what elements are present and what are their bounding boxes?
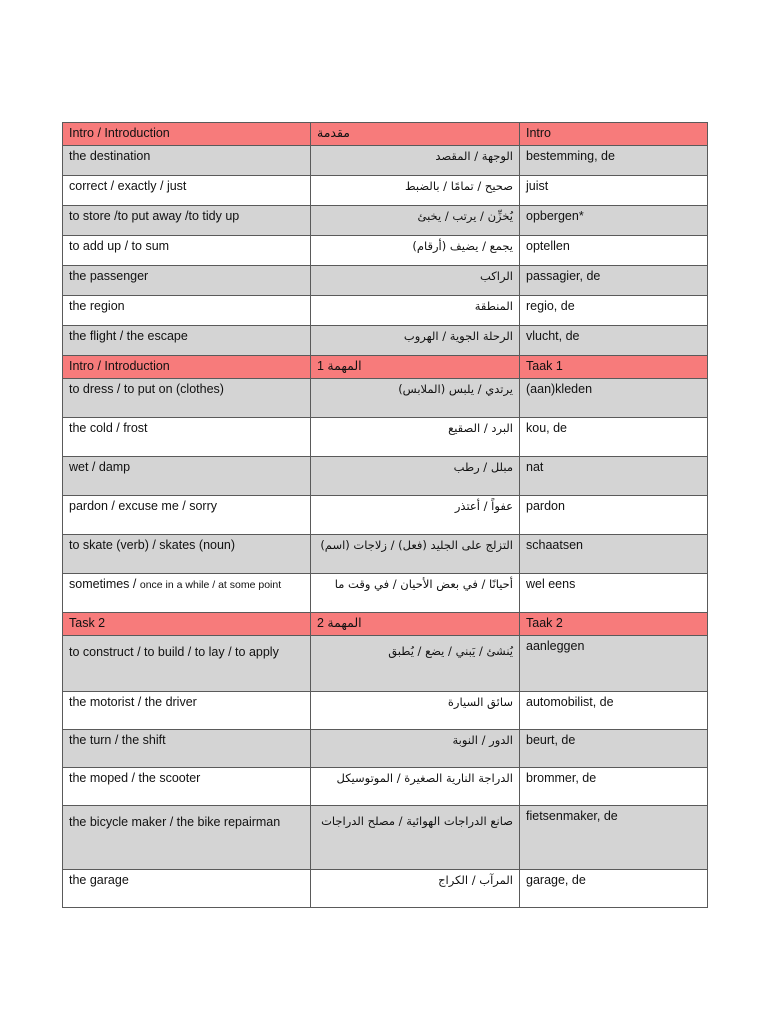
dutch-cell: regio, de [520, 296, 708, 326]
english-cell: correct / exactly / just [63, 176, 311, 206]
english-cell [63, 574, 311, 613]
table-row [63, 326, 708, 356]
arabic-cell: الراكب [311, 266, 520, 296]
english-cell: to skate (verb) / skates (noun) [63, 535, 311, 574]
english-cell: to store /to put away /to tidy up [63, 206, 311, 236]
english-cell: the destination [63, 146, 311, 176]
dutch-cell: aanleggen [520, 636, 708, 692]
table-row [63, 176, 708, 206]
dutch-cell: passagier, de [520, 266, 708, 296]
english-text-part: sometimes / [69, 577, 140, 591]
arabic-cell: الوجهة / المقصد [311, 146, 520, 176]
arabic-cell: الدراجة النارية الصغيرة / الموتوسيكل [311, 768, 520, 806]
vocabulary-table [62, 122, 708, 908]
vocabulary-table-body [63, 123, 708, 908]
table-row [63, 418, 708, 457]
header-arabic: مقدمة [311, 123, 520, 146]
header-dutch: Intro [520, 123, 708, 146]
dutch-cell: pardon [520, 496, 708, 535]
section-header-row [63, 123, 708, 146]
table-row [63, 692, 708, 730]
table-row [63, 574, 708, 613]
english-text-part: / [209, 579, 219, 591]
table-row [63, 768, 708, 806]
arabic-cell: البرد / الصقيع [311, 418, 520, 457]
english-cell: to construct / to build / to lay / to apply [63, 636, 311, 692]
english-cell: the moped / the scooter [63, 768, 311, 806]
arabic-cell: المنطقة [311, 296, 520, 326]
dutch-cell: schaatsen [520, 535, 708, 574]
dutch-cell: optellen [520, 236, 708, 266]
header-english: Intro / Introduction [63, 356, 311, 379]
dutch-cell: juist [520, 176, 708, 206]
english-cell: the bicycle maker / the bike repairman [63, 806, 311, 870]
arabic-cell: صانع الدراجات الهوائية / مصلح الدراجات [311, 806, 520, 870]
section-header-row [63, 613, 708, 636]
arabic-cell: يُخزِّن / يرتب / يخبئ [311, 206, 520, 236]
dutch-cell: automobilist, de [520, 692, 708, 730]
english-cell: the cold / frost [63, 418, 311, 457]
table-row [63, 266, 708, 296]
arabic-cell: صحيح / تمامًا / بالضبط [311, 176, 520, 206]
english-cell: the motorist / the driver [63, 692, 311, 730]
header-english: Intro / Introduction [63, 123, 311, 146]
table-row [63, 296, 708, 326]
table-row [63, 236, 708, 266]
arabic-cell: يرتدي / يلبس (الملابس) [311, 379, 520, 418]
header-arabic: المهمة 1 [311, 356, 520, 379]
english-text-part: once in a while [139, 579, 210, 591]
dutch-cell: nat [520, 457, 708, 496]
table-row [63, 146, 708, 176]
arabic-cell: المرآب / الكراج [311, 870, 520, 908]
english-cell: to add up / to sum [63, 236, 311, 266]
arabic-cell: الدور / النوبة [311, 730, 520, 768]
header-dutch: Taak 2 [520, 613, 708, 636]
dutch-cell: (aan)kleden [520, 379, 708, 418]
table-row [63, 730, 708, 768]
english-cell: the passenger [63, 266, 311, 296]
arabic-cell: الرحلة الجوية / الهروب [311, 326, 520, 356]
table-row [63, 496, 708, 535]
header-arabic: المهمة 2 [311, 613, 520, 636]
table-row [63, 636, 708, 692]
header-english: Task 2 [63, 613, 311, 636]
dutch-cell: vlucht, de [520, 326, 708, 356]
dutch-cell: wel eens [520, 574, 708, 613]
table-row [63, 206, 708, 236]
dutch-cell: beurt, de [520, 730, 708, 768]
table-row [63, 457, 708, 496]
dutch-cell: kou, de [520, 418, 708, 457]
table-row [63, 379, 708, 418]
arabic-cell: يجمع / يضيف (أرقام) [311, 236, 520, 266]
arabic-cell: عفواً / أعتذر [311, 496, 520, 535]
english-cell: the flight / the escape [63, 326, 311, 356]
english-cell: wet / damp [63, 457, 311, 496]
dutch-cell: garage, de [520, 870, 708, 908]
arabic-cell: يُنشئ / يَبني / يضع / يُطبق [311, 636, 520, 692]
english-cell: to dress / to put on (clothes) [63, 379, 311, 418]
dutch-cell: fietsenmaker, de [520, 806, 708, 870]
arabic-cell: مبلل / رطب [311, 457, 520, 496]
table-row [63, 806, 708, 870]
table-row [63, 535, 708, 574]
english-cell: the turn / the shift [63, 730, 311, 768]
arabic-cell: سائق السيارة [311, 692, 520, 730]
english-cell: the region [63, 296, 311, 326]
dutch-cell: bestemming, de [520, 146, 708, 176]
table-row [63, 870, 708, 908]
dutch-cell: opbergen* [520, 206, 708, 236]
section-header-row [63, 356, 708, 379]
english-cell: the garage [63, 870, 311, 908]
header-dutch: Taak 1 [520, 356, 708, 379]
arabic-cell: التزلج على الجليد (فعل) / زلاجات (اسم) [311, 535, 520, 574]
english-cell: pardon / excuse me / sorry [63, 496, 311, 535]
arabic-cell: أحيانًا / في بعض الأحيان / في وقت ما [311, 574, 520, 613]
english-text-part: at some point [218, 579, 282, 591]
dutch-cell: brommer, de [520, 768, 708, 806]
